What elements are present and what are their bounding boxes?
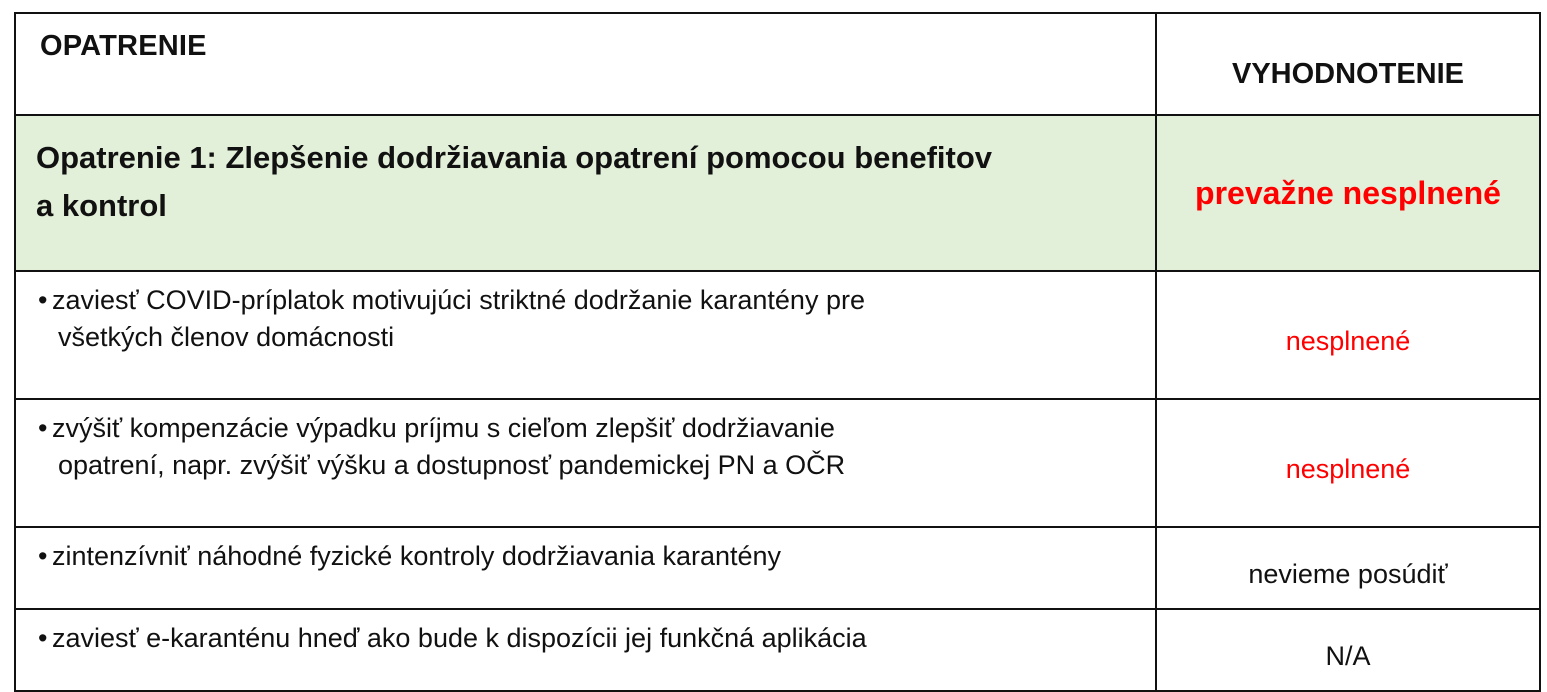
header-row [15,13,1540,115]
header-measure: OPATRENIE [15,13,1156,115]
measure-text-line1: zintenzívniť náhodné fyzické kontroly dodržiavania karantény [52,541,782,571]
bullet: • [38,285,48,315]
group-title-line2: a kontrol [36,188,167,223]
table-row [15,271,1540,399]
measure-text-line2: všetkých členov domácnosti [58,322,395,352]
evaluation-table [14,12,1541,692]
measure-cell [15,271,1156,399]
group-row [15,115,1540,271]
measure-text-line1: zvýšiť kompenzácie výpadku príjmu s cieľom zlepšiť dodržiavanie [52,413,835,443]
measure-cell [15,399,1156,527]
evaluation-cell: nesplnené [1156,399,1540,527]
measure-text-line1: zaviesť e-karanténu hneď ako bude k dispozícii jej funkčná aplikácia [52,623,867,653]
evaluation-cell: nevieme posúdiť [1156,527,1540,609]
measure-text-line2: opatrení, napr. zvýšiť výšku a dostupnosť pandemickej PN a OČR [58,450,846,480]
bullet: • [38,413,48,443]
table-row [15,609,1540,691]
bullet: • [38,541,48,571]
bullet: • [38,623,48,653]
measure-text-line1: zaviesť COVID-príplatok motivujúci striktné dodržanie karantény pre [52,285,865,315]
table-row [15,527,1540,609]
measure-cell [15,527,1156,609]
evaluation-cell: N/A [1156,609,1540,691]
table-row [15,399,1540,527]
header-evaluation: VYHODNOTENIE [1156,13,1540,115]
group-title [15,115,1156,271]
evaluation-cell: nesplnené [1156,271,1540,399]
measure-cell [15,609,1156,691]
group-title-line1: Opatrenie 1: Zlepšenie dodržiavania opatrení pomocou benefitov [36,140,993,175]
group-evaluation: prevažne nesplnené [1156,115,1540,271]
